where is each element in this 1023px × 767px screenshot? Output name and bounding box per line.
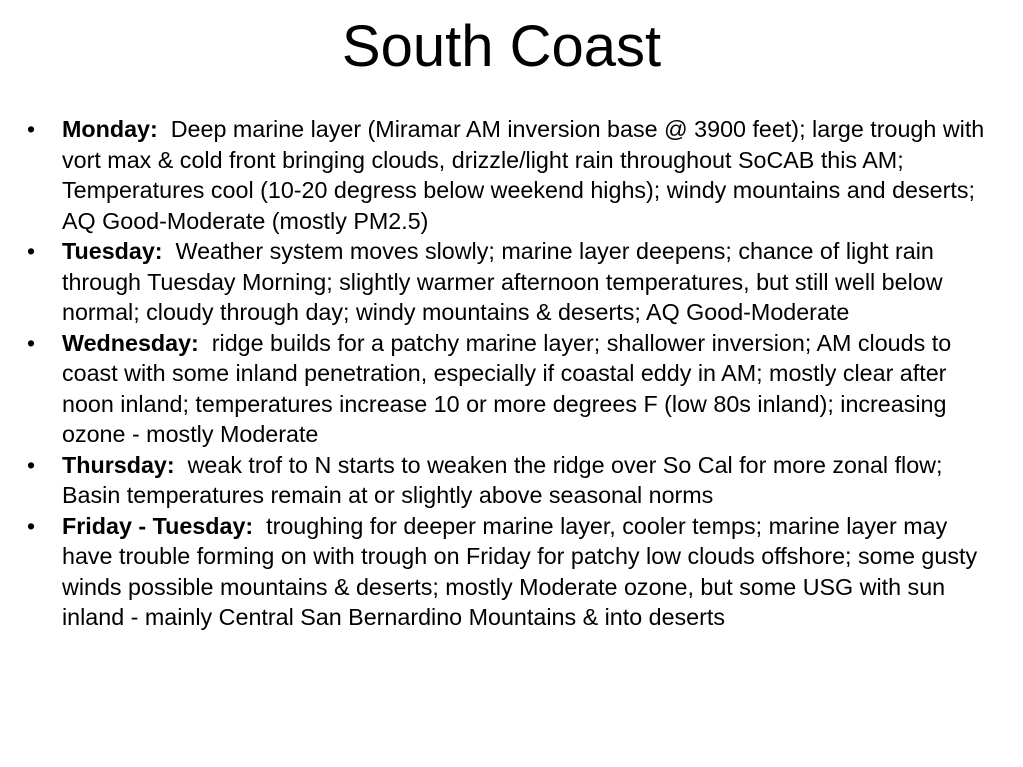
- forecast-bullet-list: [22, 114, 987, 633]
- bullet-icon: •: [27, 238, 36, 264]
- forecast-day-label: Friday - Tuesday:: [62, 512, 254, 539]
- forecast-description: troughing for deeper marine layer, cooler temps; marine layer may have trouble forming on with trough on Friday for patchy low clouds offshore; some gusty winds possible mountains & deserts; mostly Moderate ozone, but some USG with sun inland - mainly Central San Bernardino Mountains & into deserts: [62, 512, 978, 630]
- bullet-icon: •: [27, 451, 36, 478]
- bullet-icon: •: [27, 512, 36, 539]
- forecast-item-tuesday: [22, 236, 987, 328]
- slide-title: South Coast: [341, 14, 662, 79]
- forecast-item-wednesday: [22, 328, 987, 450]
- forecast-item-thursday: [22, 450, 987, 511]
- forecast-day-label: Tuesday:: [62, 238, 163, 264]
- forecast-day-label: Monday:: [62, 116, 158, 142]
- forecast-item-monday: [22, 114, 987, 236]
- forecast-description: weak trof to N starts to weaken the ridge over So Cal for more zonal flow; Basin temperatures remain at or slightly above seasonal norms: [62, 451, 943, 508]
- bullet-icon: •: [27, 329, 36, 356]
- forecast-description: Deep marine layer (Miramar AM inversion base @ 3900 feet); large trough with vort max & cold front bringing clouds, drizzle/light rain throughout SoCAB this AM; Temperatures cool (10-20 degress below weekend highs); windy mountains and deserts; AQ Good-Moderate (mostly PM2.5): [62, 116, 985, 234]
- forecast-description: ridge builds for a patchy marine layer; shallower inversion; AM clouds to coast with some inland penetration, especially if coastal eddy in AM; mostly clear after noon inland; temperatures increase 10 or more degrees F (low 80s inland); increasing ozone - mostly Moderate: [62, 329, 952, 447]
- forecast-day-label: Wednesday:: [62, 329, 199, 356]
- forecast-description: Weather system moves slowly; marine layer deepens; chance of light rain through Tuesday Morning; slightly warmer afternoon temperatures, but still well below normal; cloudy through day; windy mountains & deserts; AQ Good-Moderate: [62, 238, 943, 325]
- forecast-day-label: Thursday:: [62, 451, 175, 478]
- forecast-item-friday-tuesday: [22, 511, 987, 633]
- bullet-icon: •: [27, 116, 36, 142]
